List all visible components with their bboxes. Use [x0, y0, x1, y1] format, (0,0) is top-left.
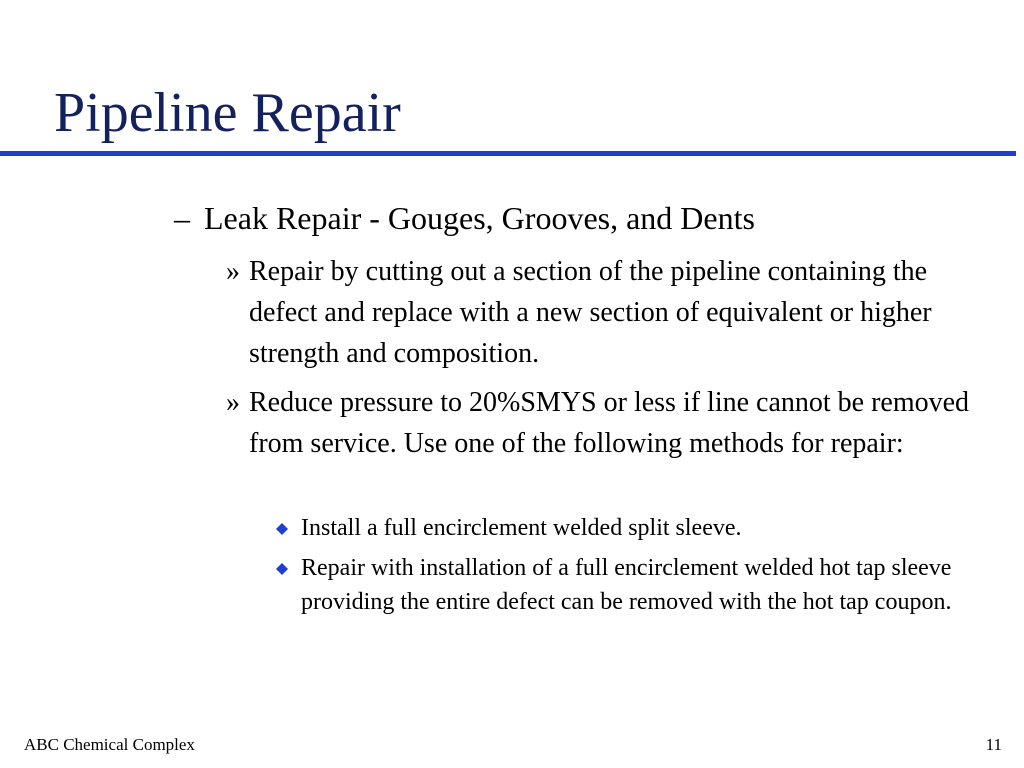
bullet-level2: [226, 251, 976, 374]
bullet-level2: [226, 382, 976, 464]
bullet-level3: [276, 511, 976, 545]
diamond-bullet-icon: [276, 523, 288, 535]
guillemet-marker: »: [226, 387, 240, 418]
title-divider: [0, 151, 1016, 156]
slide-page-number: 11: [985, 735, 1002, 754]
bullet-level2-text: Reduce pressure to 20%SMYS or less if line cannot be removed from service. Use one of the following methods for repair:: [249, 387, 970, 459]
bullet-level3-text: Install a full encirclement welded split sleeve.: [301, 515, 742, 541]
bullet-level3: [276, 551, 976, 619]
footer-company-name: ABC Chemical Complex: [24, 735, 195, 754]
bullet-level2-text: Repair by cutting out a section of the pipeline containing the defect and replace with a new section of equivalent or higher strength and composition.: [249, 256, 932, 369]
slide-title: Pipeline Repair: [54, 82, 401, 144]
bullet-level1: [174, 198, 974, 238]
bullet-level3-text: Repair with installation of a full encirclement welded hot tap sleeve providing the entire defect can be removed with the hot tap coupon.: [301, 555, 952, 615]
bullet-level1-text: Leak Repair - Gouges, Grooves, and Dents: [204, 200, 755, 236]
diamond-bullet-icon: [276, 563, 288, 575]
guillemet-marker: »: [226, 256, 240, 287]
dash-marker: –: [174, 200, 190, 236]
